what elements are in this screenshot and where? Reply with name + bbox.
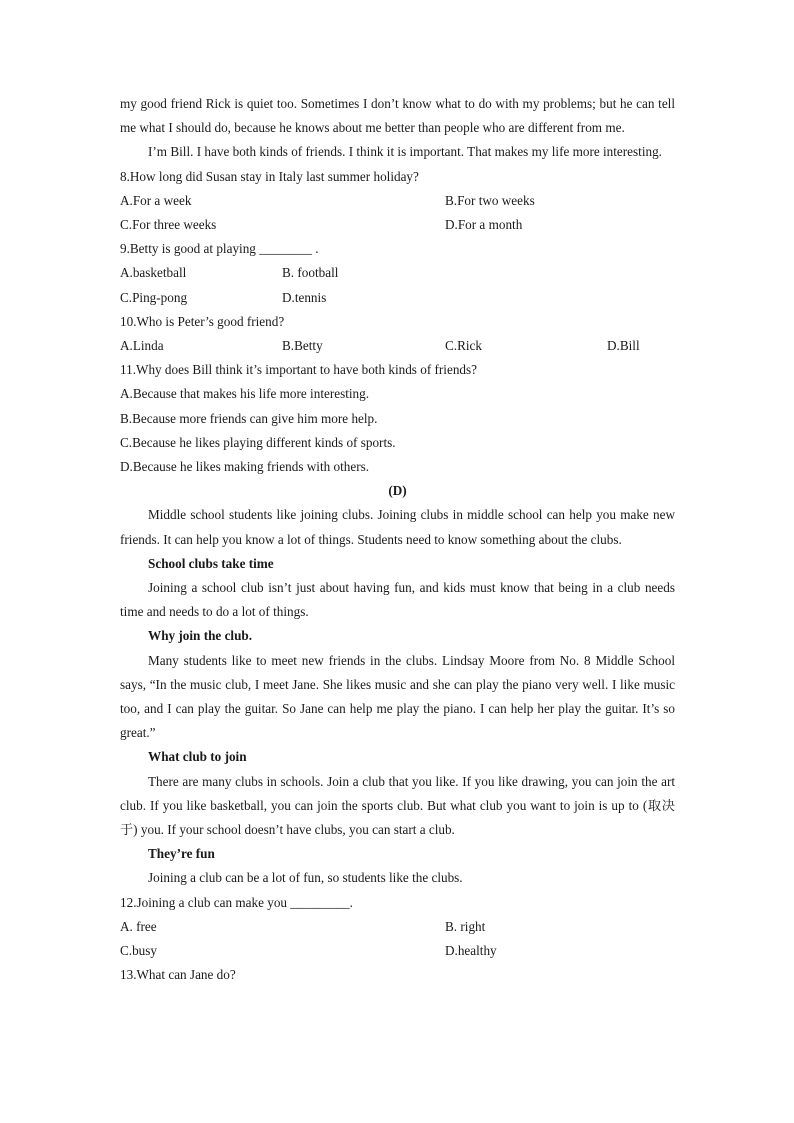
option-row	[120, 915, 675, 939]
option: B.Because more friends can give him more help.	[120, 410, 378, 426]
option-row	[120, 286, 675, 310]
option: A. free	[120, 918, 157, 934]
passage-paragraph: my good friend Rick is quiet too. Sometimes I don’t know what to do with my problems; but he can tell me what I should do, because he knows about me better than people who are different from me.	[120, 96, 675, 136]
option: A.Linda	[120, 337, 164, 353]
question-stem: 9.Betty is good at playing ________ .	[120, 241, 319, 257]
question-stem: 8.How long did Susan stay in Italy last summer holiday?	[120, 168, 419, 184]
question-stem: 12.Joining a club can make you _________.	[120, 894, 353, 910]
option: D.healthy	[445, 943, 497, 959]
question-stem: 10.Who is Peter’s good friend?	[120, 313, 285, 329]
option: C.busy	[120, 943, 158, 959]
question-stem: 13.What can Jane do?	[120, 967, 236, 983]
passage-paragraph: I’m Bill. I have both kinds of friends. I think it is important. That makes my life more interesting.	[148, 144, 662, 160]
option: A.For a week	[120, 192, 192, 208]
option: B. football	[282, 265, 339, 281]
passage-subheading: What club to join	[148, 749, 247, 765]
passage-paragraph: Joining a school club isn’t just about having fun, and kids must know that being in a club needs time and needs to do a lot of things.	[120, 579, 675, 620]
option: D.Because he likes making friends with others.	[120, 458, 370, 474]
passage-paragraph: There are many clubs in schools. Join a club that you like. If you like drawing, you can join the art club. If you like basketball, you can join the sports club. But what club you want to join is up to (取决于) you. If your school doesn’t have clubs, you can start a club.	[120, 773, 675, 838]
option: C.Because he likes playing different kinds of sports.	[120, 434, 396, 450]
question-stem: 11.Why does Bill think it’s important to have both kinds of friends?	[120, 362, 477, 378]
option: C.Rick	[445, 337, 482, 353]
passage-subheading: School clubs take time	[148, 555, 274, 571]
option: A.Because that makes his life more interesting.	[120, 386, 370, 402]
option: D.Bill	[607, 337, 640, 353]
option-row	[120, 213, 675, 237]
option: D.For a month	[445, 217, 523, 232]
passage-paragraph: Middle school students like joining clubs. Joining clubs in middle school can help you make new friends. It can help you know a lot of things. Students need to know something about the clubs.	[120, 507, 675, 547]
section-label: (D)	[388, 483, 407, 499]
option-row	[120, 334, 675, 358]
option-row	[120, 939, 675, 963]
option: A.basketball	[120, 265, 187, 281]
option: B. right	[445, 918, 486, 934]
option: D.tennis	[282, 289, 327, 305]
passage-subheading: They’re fun	[148, 846, 215, 862]
option: B.Betty	[282, 337, 323, 353]
passage-paragraph: Many students like to meet new friends in the clubs. Lindsay Moore from No. 8 Middle School says, “In the music club, I meet Jane. She likes music and she can play the piano very well. I like music too, and I can play the guitar. So Jane can help me play the piano. I can help her play the guitar. It’s so great.”	[120, 652, 675, 741]
document-page	[120, 92, 675, 987]
passage-subheading: Why join the club.	[148, 628, 253, 644]
option: B.For two weeks	[445, 192, 535, 208]
passage-paragraph: Joining a club can be a lot of fun, so students like the clubs.	[148, 870, 463, 886]
option-row	[120, 261, 675, 285]
option: C.Ping-pong	[120, 289, 188, 305]
option: C.For three weeks	[120, 217, 217, 232]
option-row	[120, 189, 675, 213]
